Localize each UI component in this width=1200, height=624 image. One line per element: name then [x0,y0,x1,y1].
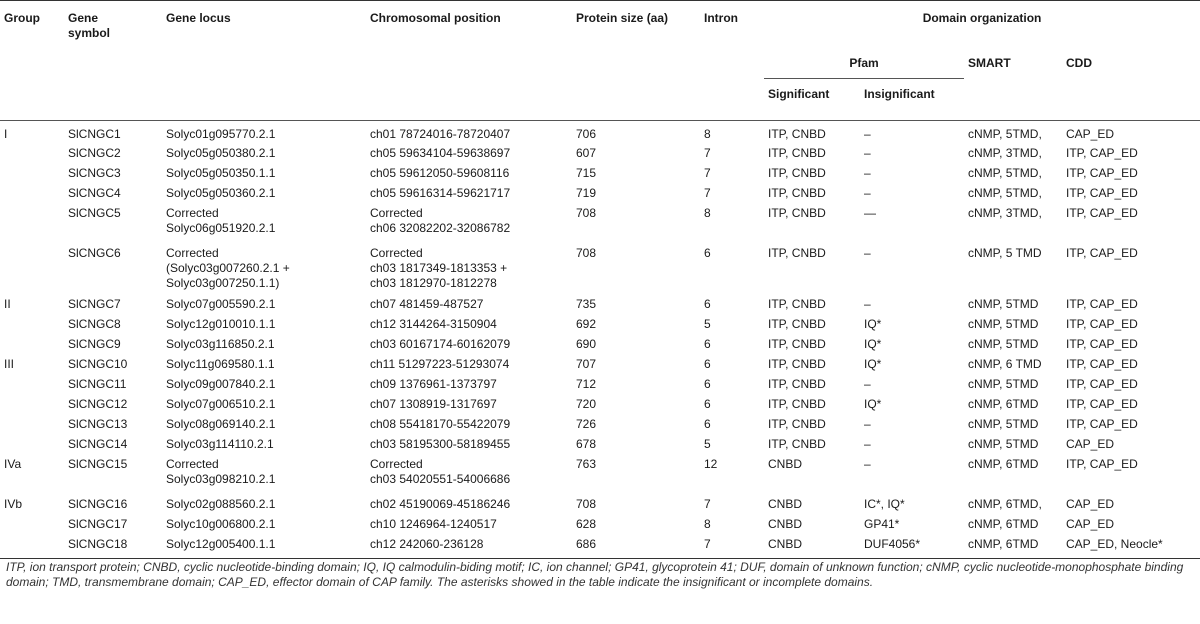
table-row [0,243,1200,294]
cell-chromosomal-position [366,434,572,454]
header-insignificant: Insignificant [864,87,935,101]
cell-chromosomal-position-line: ch03 60167174-60162079 [370,336,511,351]
cell-protein-size: 707 [576,356,597,371]
cell-pfam-significant: CNBD [768,496,803,511]
table-row [0,514,1200,534]
cell-cdd: CAP_ED [1066,516,1115,531]
cell-smart: cNMP, 6TMD, [968,496,1042,511]
cell-intron: 6 [704,296,711,311]
table-row [0,534,1200,559]
cell-chromosomal-position [366,121,572,143]
header-gene-symbol-line1: Gene [68,11,99,25]
table-row [0,143,1200,163]
cell-cdd: ITP, CAP_ED [1066,145,1138,160]
cell-protein-size: 607 [576,145,597,160]
cell-gene-locus-line: Solyc12g005400.1.1 [166,536,276,551]
table-row [0,354,1200,374]
cell-intron: 6 [704,336,711,351]
cell-protein-size: 720 [576,396,597,411]
cell-pfam-significant: CNBD [768,536,803,551]
cell-chromosomal-position [366,143,572,163]
cell-gene-symbol: SlCNGC10 [68,356,128,371]
cell-chromosomal-position-line: ch07 481459-487527 [370,296,484,311]
cell-cdd: ITP, CAP_ED [1066,396,1138,411]
cell-chromosomal-position [366,294,572,314]
cell-gene-symbol: SlCNGC14 [68,436,128,451]
cell-pfam-insignificant: – [864,436,871,451]
cell-gene-locus-line: Solyc12g010010.1.1 [166,316,276,331]
cell-pfam-significant: ITP, CNBD [768,296,826,311]
cell-pfam-insignificant: IQ* [864,396,882,411]
cell-smart: cNMP, 6TMD [968,456,1039,471]
cell-gene-locus [162,394,366,414]
cell-pfam-insignificant: – [864,296,871,311]
cell-gene-symbol: SlCNGC9 [68,336,121,351]
cell-pfam-significant: ITP, CNBD [768,336,826,351]
cell-pfam-significant: ITP, CNBD [768,316,826,331]
cell-chromosomal-position-line: ch03 54020551-54006686 [370,471,511,486]
cell-gene-locus-line: Solyc10g006800.2.1 [166,516,276,531]
cell-protein-size: 763 [576,456,597,471]
cell-gene-symbol: SlCNGC7 [68,296,121,311]
cell-pfam-insignificant: – [864,245,871,260]
cell-cdd: CAP_ED [1066,496,1115,511]
cell-pfam-significant: ITP, CNBD [768,396,826,411]
table-row [0,374,1200,394]
cell-smart: cNMP, 6TMD [968,516,1039,531]
cell-pfam-significant: ITP, CNBD [768,376,826,391]
cell-gene-locus-line: Solyc05g050350.1.1 [166,165,276,180]
cell-smart: cNMP, 6TMD [968,396,1039,411]
cell-gene-locus [162,163,366,183]
cell-protein-size: 715 [576,165,597,180]
cell-pfam-insignificant: – [864,145,871,160]
cell-intron: 6 [704,396,711,411]
cell-cdd: ITP, CAP_ED [1066,296,1138,311]
cell-cdd: CAP_ED [1066,436,1115,451]
cell-cdd: CAP_ED [1066,127,1115,141]
cell-protein-size: 708 [576,205,597,220]
cell-gene-locus [162,314,366,334]
cell-smart: cNMP, 5TMD [968,316,1039,331]
cell-gene-locus-line: Solyc03g114110.2.1 [166,436,274,451]
cell-smart: cNMP, 5TMD, [968,185,1042,200]
cell-intron: 7 [704,145,711,160]
cell-cdd: ITP, CAP_ED [1066,165,1138,180]
cell-chromosomal-position [366,163,572,183]
cell-pfam-insignificant: – [864,185,871,200]
cell-intron: 6 [704,376,711,391]
cell-pfam-insignificant: — [864,205,876,220]
cell-protein-size: 726 [576,416,597,431]
cell-cdd: ITP, CAP_ED [1066,336,1138,351]
cell-pfam-significant: CNBD [768,456,803,471]
cell-chromosomal-position-line: ch03 1817349-1813353 + [370,260,508,275]
cell-chromosomal-position [366,243,572,294]
table-row [0,394,1200,414]
cell-protein-size: 690 [576,336,597,351]
cell-group [0,334,64,354]
cell-group [0,414,64,434]
cell-smart: cNMP, 6TMD [968,536,1039,551]
cell-gene-locus [162,434,366,454]
table-body [0,121,1200,559]
cell-intron: 7 [704,536,711,551]
cell-smart: cNMP, 6 TMD [968,356,1042,371]
cell-pfam-insignificant: IC*, IQ* [864,496,905,511]
cell-gene-locus-line: Solyc03g116850.2.1 [166,336,275,351]
cell-smart: cNMP, 5TMD [968,296,1039,311]
cell-gene-symbol: SlCNGC11 [68,376,127,391]
cell-gene-locus-line: Solyc01g095770.2.1 [166,127,276,141]
cell-chromosomal-position-line: ch01 78724016-78720407 [370,127,511,141]
cell-pfam-significant: ITP, CNBD [768,205,826,220]
cell-chromosomal-position-line: ch06 32082202-32086782 [370,220,511,235]
cell-smart: cNMP, 3TMD, [968,145,1042,160]
cell-gene-locus [162,294,366,314]
cell-chromosomal-position-line: ch09 1376961-1373797 [370,376,497,391]
cell-gene-locus [162,374,366,394]
cell-chromosomal-position-line: ch05 59612050-59608116 [370,165,510,180]
cell-gene-locus-line: (Solyc03g007260.2.1 + [166,260,290,275]
cell-gene-locus-line: Solyc07g005590.2.1 [166,296,276,311]
cell-gene-symbol: SlCNGC2 [68,145,121,160]
cell-cdd: ITP, CAP_ED [1066,416,1138,431]
cell-group: I [4,127,8,141]
cell-pfam-significant: ITP, CNBD [768,165,826,180]
cell-pfam-insignificant: DUF4056* [864,536,921,551]
cell-chromosomal-position [366,374,572,394]
cell-chromosomal-position-line: Corrected [370,245,423,260]
cell-intron: 6 [704,245,711,260]
cell-chromosomal-position-line: ch11 51297223-51293074 [370,356,510,371]
cell-cdd: ITP, CAP_ED [1066,185,1138,200]
cell-pfam-insignificant: IQ* [864,316,882,331]
cell-smart: cNMP, 5TMD [968,436,1039,451]
cell-gene-locus-line: Solyc09g007840.2.1 [166,376,276,391]
cell-chromosomal-position-line: ch07 1308919-1317697 [370,396,497,411]
cell-group [0,183,64,203]
cell-pfam-insignificant: – [864,376,871,391]
cell-gene-symbol: SlCNGC8 [68,316,121,331]
cell-chromosomal-position-line: Corrected [370,205,423,220]
table-row [0,203,1200,243]
cell-group [0,243,64,294]
cell-gene-locus [162,414,366,434]
header-gene-symbol [64,1,162,46]
cell-gene-symbol: SlCNGC17 [68,516,128,531]
table-row [0,414,1200,434]
cell-chromosomal-position [366,354,572,374]
cell-gene-symbol: SlCNGC13 [68,416,128,431]
cell-chromosomal-position [366,454,572,494]
cell-gene-symbol: SlCNGC3 [68,165,121,180]
cell-chromosomal-position-line: ch12 242060-236128 [370,536,484,551]
cell-protein-size: 692 [576,316,597,331]
cell-intron: 7 [704,165,711,180]
cell-gene-locus [162,121,366,143]
cell-gene-locus-line: Solyc07g006510.2.1 [166,396,276,411]
cell-gene-locus [162,183,366,203]
cell-cdd: ITP, CAP_ED [1066,356,1138,371]
cell-gene-symbol: SlCNGC12 [68,396,128,411]
cell-cdd: ITP, CAP_ED [1066,245,1138,260]
cell-gene-locus [162,334,366,354]
cell-cdd: ITP, CAP_ED [1066,316,1138,331]
cell-intron: 7 [704,185,711,200]
cell-gene-locus-line: Corrected [166,456,219,471]
cell-chromosomal-position-line: ch08 55418170-55422079 [370,416,511,431]
cell-intron: 5 [704,436,711,451]
cell-chromosomal-position [366,414,572,434]
cell-gene-locus [162,203,366,243]
cell-cdd: CAP_ED, Neocle* [1066,536,1163,551]
cell-gene-locus [162,494,366,514]
cell-chromosomal-position-line: ch12 3144264-3150904 [370,316,497,331]
cell-group [0,514,64,534]
cell-pfam-significant: ITP, CNBD [768,436,826,451]
cell-smart: cNMP, 5TMD [968,376,1039,391]
cell-group [0,163,64,183]
header-domain-organization: Domain organization [922,11,1042,25]
table-row [0,294,1200,314]
cell-gene-locus [162,243,366,294]
cell-gene-locus [162,514,366,534]
cell-chromosomal-position [366,514,572,534]
cell-pfam-significant: CNBD [768,516,803,531]
cell-pfam-significant: ITP, CNBD [768,145,826,160]
cell-pfam-insignificant: – [864,416,871,431]
table-row [0,163,1200,183]
cell-gene-locus-line: Solyc08g069140.2.1 [166,416,276,431]
cell-gene-locus [162,534,366,559]
cell-smart: cNMP, 5TMD [968,336,1039,351]
cell-group [0,394,64,414]
cell-gene-locus-line: Corrected [166,205,219,220]
cell-protein-size: 628 [576,516,597,531]
cell-pfam-significant: ITP, CNBD [768,245,826,260]
cell-group [0,143,64,163]
header-significant: Significant [768,87,830,101]
cell-gene-symbol: SlCNGC6 [68,245,121,260]
cell-gene-locus [162,454,366,494]
header-gene-symbol-line2: symbol [68,26,111,40]
header-gene-locus: Gene locus [166,11,231,25]
cell-chromosomal-position [366,183,572,203]
header-cdd: CDD [1066,55,1092,70]
cell-group [0,534,64,559]
cell-pfam-significant: ITP, CNBD [768,416,826,431]
cell-intron: 8 [704,516,711,531]
cell-gene-symbol: SlCNGC5 [68,205,121,220]
cell-protein-size: 678 [576,436,597,451]
cell-chromosomal-position-line: ch05 59616314-59621717 [370,185,511,200]
table-row [0,494,1200,514]
cell-pfam-insignificant: IQ* [864,336,882,351]
cell-smart: cNMP, 5 TMD [968,245,1042,260]
cell-gene-symbol: SlCNGC16 [68,496,128,511]
table-row [0,314,1200,334]
cell-gene-symbol: SlCNGC1 [68,127,121,141]
cell-group [0,203,64,243]
cell-gene-symbol: SlCNGC4 [68,185,121,200]
cell-group [0,434,64,454]
cell-cdd: ITP, CAP_ED [1066,456,1138,471]
cell-pfam-significant: ITP, CNBD [768,185,826,200]
cell-cdd: ITP, CAP_ED [1066,376,1138,391]
cell-intron: 6 [704,416,711,431]
cell-chromosomal-position-line: ch03 1812970-1812278 [370,275,497,290]
cell-protein-size: 686 [576,536,597,551]
cell-gene-locus-line: Solyc06g051920.2.1 [166,220,276,235]
cell-protein-size: 708 [576,496,597,511]
cell-chromosomal-position-line: ch03 58195300-58189455 [370,436,511,451]
cell-chromosomal-position [366,394,572,414]
header-smart: SMART [968,55,1011,70]
cell-gene-locus-line: Solyc05g050360.2.1 [166,185,276,200]
cell-gene-locus-line: Solyc11g069580.1.1 [166,356,275,371]
cell-chromosomal-position [366,534,572,559]
cell-gene-locus-line: Solyc05g050380.2.1 [166,145,276,160]
cell-chromosomal-position-line: ch10 1246964-1240517 [370,516,497,531]
cell-protein-size: 708 [576,245,597,260]
cell-protein-size: 719 [576,185,597,200]
cell-chromosomal-position-line: ch02 45190069-45186246 [370,496,511,511]
cell-group: IVa [4,456,22,471]
cell-group: IVb [4,496,23,511]
table-row [0,454,1200,494]
header-pfam: Pfam [764,46,964,79]
cell-group: II [4,296,11,311]
cell-smart: cNMP, 5TMD, [968,127,1042,141]
cell-pfam-insignificant: – [864,456,871,471]
table-row [0,334,1200,354]
table-row [0,121,1200,143]
cell-pfam-significant: ITP, CNBD [768,127,826,141]
cell-chromosomal-position [366,494,572,514]
cell-group [0,314,64,334]
table-row [0,183,1200,203]
cell-chromosomal-position [366,314,572,334]
cell-gene-locus-line: Corrected [166,245,219,260]
cell-intron: 12 [704,456,718,471]
cell-chromosomal-position-line: ch05 59634104-59638697 [370,145,511,160]
cell-gene-locus-line: Solyc03g098210.2.1 [166,471,276,486]
header-group: Group [4,11,40,25]
cell-gene-symbol: SlCNGC15 [68,456,128,471]
cell-smart: cNMP, 5TMD [968,416,1039,431]
table-row [0,434,1200,454]
cell-group [0,374,64,394]
cell-chromosomal-position [366,203,572,243]
cell-intron: 8 [704,205,711,220]
cell-intron: 5 [704,316,711,331]
cell-chromosomal-position [366,334,572,354]
cell-chromosomal-position-line: Corrected [370,456,423,471]
cell-intron: 8 [704,127,711,141]
cell-protein-size: 712 [576,376,597,391]
cell-intron: 7 [704,496,711,511]
cell-cdd: ITP, CAP_ED [1066,205,1138,220]
cell-gene-locus [162,354,366,374]
cell-pfam-insignificant: – [864,165,871,180]
cell-gene-locus-line: Solyc03g007250.1.1) [166,275,280,290]
header-protein-size: Protein size (aa) [576,11,669,25]
cell-smart: cNMP, 3TMD, [968,205,1042,220]
cell-protein-size: 706 [576,127,597,141]
cell-pfam-insignificant: IQ* [864,356,882,371]
cell-gene-symbol: SlCNGC18 [68,536,128,551]
cell-gene-locus [162,143,366,163]
cell-pfam-insignificant: – [864,127,871,141]
header-intron: Intron [704,11,738,25]
header-chromosomal-position: Chromosomal position [370,11,501,25]
cell-group: III [4,356,15,371]
table-footnote: ITP, ion transport protein; CNBD, cyclic nucleotide-binding domain; IQ, IQ calmodulin-biding motif; IC, ion channel; GP41, glycoprotein 41; DUF, domain of unknown function; cNMP, cyclic nucleotide-monophosphate binding domain; TMD, transmembrane domain; CAP_ED, effector domain of CAP family. The asterisks showed in the table indicate the insignificant or incomplete domains. [6,560,1184,589]
cell-smart: cNMP, 5TMD, [968,165,1042,180]
cell-pfam-significant: ITP, CNBD [768,356,826,371]
cell-intron: 6 [704,356,711,371]
cell-gene-locus-line: Solyc02g088560.2.1 [166,496,276,511]
cell-protein-size: 735 [576,296,597,311]
cell-pfam-insignificant: GP41* [864,516,900,531]
